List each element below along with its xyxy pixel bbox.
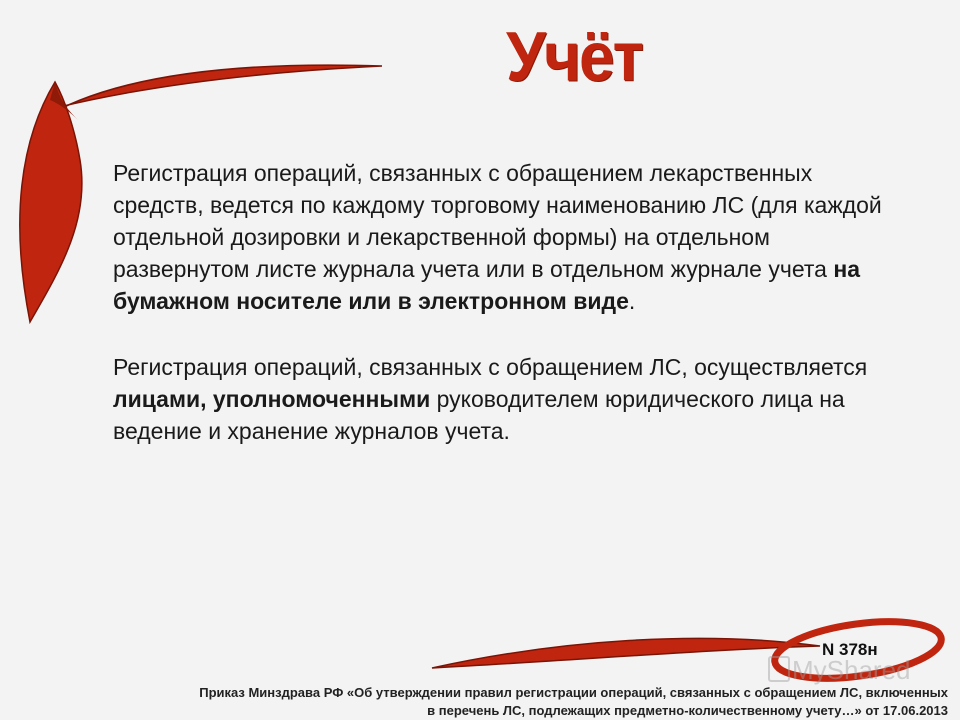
paragraph1-end: .: [628, 288, 636, 314]
paragraph2-bold: лицами, уполномоченными: [113, 386, 431, 412]
ribbon-left: [20, 82, 82, 322]
slide-body: [113, 157, 903, 447]
watermark-logo-icon: [768, 656, 790, 682]
order-number-badge: N 378н: [822, 640, 878, 659]
footer-line-1: Приказ Минздрава РФ «Об утверждении правил регистрации операций, связанных с обращением ЛС, включенных: [199, 685, 948, 700]
watermark-text: MyShared: [792, 655, 911, 685]
footer-line-2: в перечень ЛС, подлежащих предметно-количественному учету…» от 17.06.2013: [427, 703, 948, 718]
paragraph2-end: руководителем юридического лица на ведение и хранение журналов учета.: [113, 386, 845, 444]
paragraph1-text: Регистрация операций, связанных с обращением лекарственных средств, ведется по каждому торговому наименованию ЛС (для каждой отдельной дозировки и лекарственной формы) на отдельном развернутом листе журнала учета или в отдельном журнале учета: [113, 160, 882, 282]
paragraph1-bold: на бумажном носителе или в электронном виде: [113, 256, 860, 314]
paragraph-responsible: [113, 351, 903, 447]
footer-citation: [8, 684, 948, 720]
paragraph2-start: Регистрация операций, связанных с обращением ЛС, осуществляется: [113, 354, 868, 380]
slide-title: Учёт: [506, 17, 642, 96]
ribbon-top: [40, 65, 382, 120]
ribbon-bottom: [432, 638, 820, 668]
paragraph-registration: [113, 157, 903, 317]
